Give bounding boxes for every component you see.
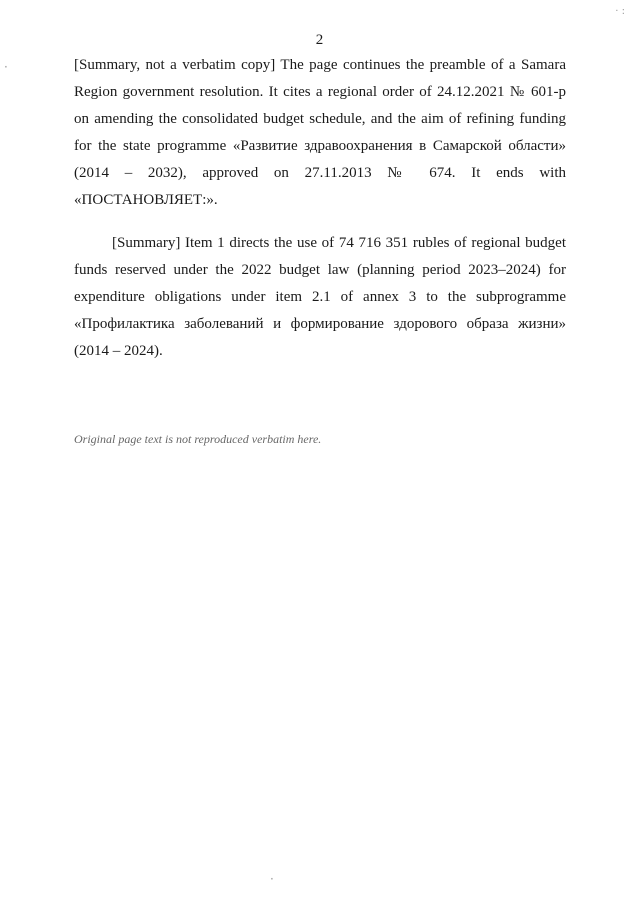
scan-mark-bottom: ·	[270, 872, 274, 886]
reproduction-note: Original page text is not reproduced verbatim here.	[74, 432, 322, 446]
scan-mark-top-right: · :	[615, 6, 625, 17]
scan-mark-top-left: ·	[4, 60, 8, 74]
paragraph-item-1-summary: [Summary] Item 1 directs the use of 74 716 351 rubles of regional budget funds reserved under the 2022 budget law (planning period 2023–2024) for expenditure obligations under item 2.1 of annex 3 to the subprogramme «Профилактика заболеваний и формирование здорового образа жизни» (2014 – 2024).	[74, 235, 566, 359]
page-number: 2	[315, 32, 324, 48]
document-body	[74, 52, 566, 381]
paragraph-preamble-summary: [Summary, not a verbatim copy] The page continues the preamble of a Samara Region government resolution. It cites a regional order of 24.12.2021 № 601-р on amending the consolidated budget schedule, and the aim of refining funding for the state programme «Развитие здравоохранения в Самарской области» (2014 – 2032), approved on 27.11.2013 № 674. It ends with «ПОСТАНОВЛЯЕТ:».	[74, 57, 566, 208]
